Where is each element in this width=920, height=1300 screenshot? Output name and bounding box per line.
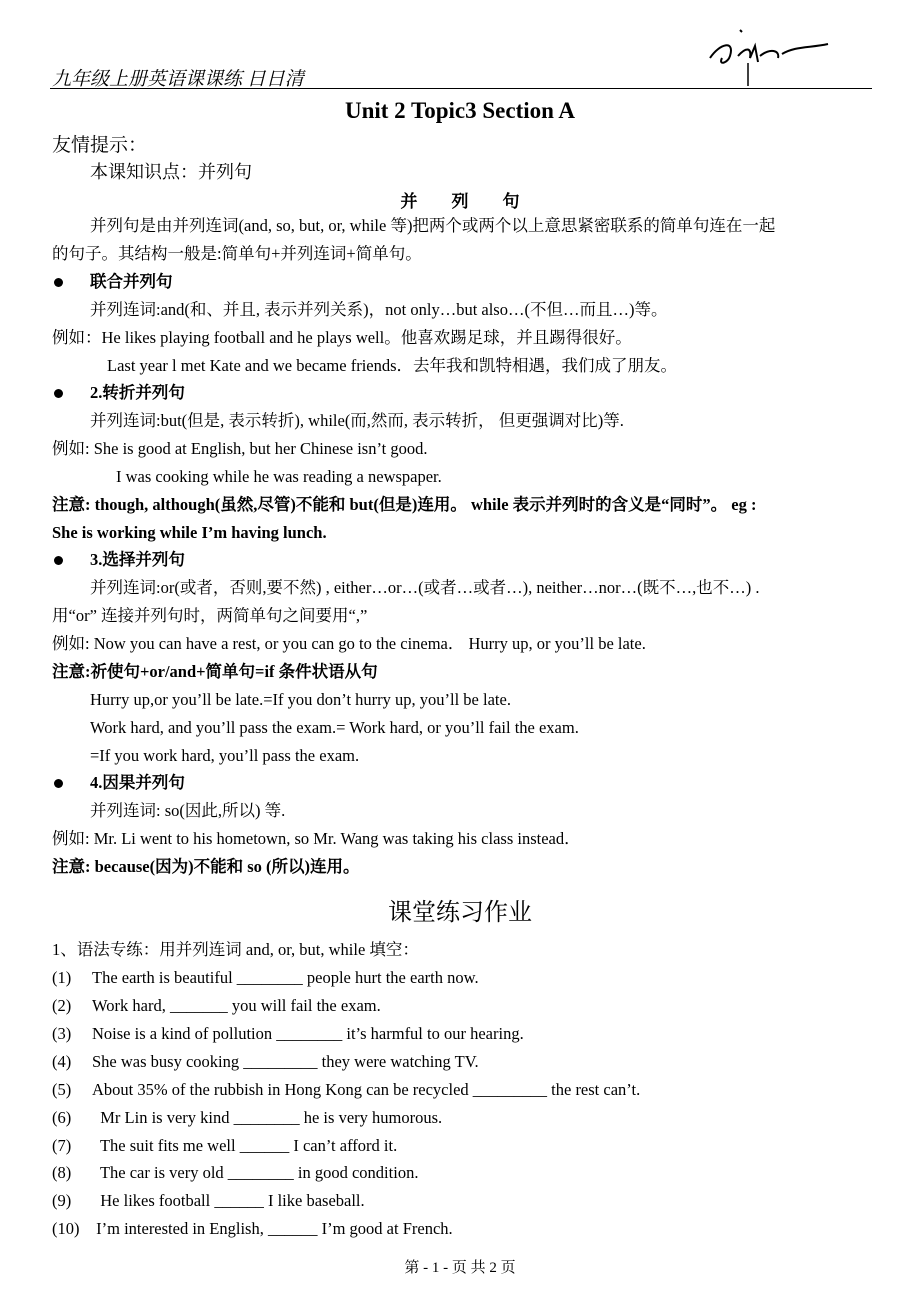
section-2-example-2: I was cooking while he was reading a newspaper.: [116, 467, 442, 486]
section-subtitle: 并 列 句: [400, 192, 520, 211]
exercise-item: (5) About 35% of the rubbish in Hong Kong can be recycled _________ the rest can’t.: [52, 1080, 641, 1099]
bullet-icon: [54, 278, 63, 287]
section-1-heading: 联合并列句: [90, 272, 173, 291]
section-3-conj: 并列连词:or(或者，否则,要不然) , either…or…(或者…或者…), neither…nor…(既不…,也不…) .: [90, 578, 760, 597]
exercise-item: (9) He likes football ______ I like baseball.: [52, 1191, 365, 1210]
section-4-note: 注意: because(因为)不能和 so (所以)连用。: [52, 857, 360, 876]
exercise-item: (2) Work hard, _______ you will fail the exam.: [52, 996, 381, 1015]
section-2-example-1: 例如: She is good at English, but her Chinese isn’t good.: [52, 439, 428, 458]
section-3-heading: 3.选择并列句: [90, 550, 185, 569]
section-1-example-1: 例如：He likes playing football and he plays well。他喜欢踢足球，并且踢得很好。: [52, 328, 632, 347]
intro-line-1: 并列句是由并列连词(and, so, but, or, while 等)把两个或两个以上意思紧密联系的简单句连在一起: [90, 216, 776, 235]
section-3-conj-2: 用“or” 连接并列句时，两简单句之间要用“,”: [52, 606, 368, 625]
section-3-note: 注意:祈使句+or/and+简单句=if 条件状语从句: [52, 662, 378, 681]
bullet-icon: [54, 556, 63, 565]
exercise-item: (8) The car is very old ________ in good condition.: [52, 1163, 419, 1182]
page-title: Unit 2 Topic3 Section A: [344, 98, 576, 123]
exercise-item: (10) I’m interested in English, ______ I’m good at French.: [52, 1219, 453, 1238]
exercise-item: (3) Noise is a kind of pollution ________ it’s harmful to our hearing.: [52, 1024, 524, 1043]
section-4-example-1: 例如: Mr. Li went to his hometown, so Mr. Wang was taking his class instead．: [52, 829, 581, 848]
exercise-item: (4) She was busy cooking _________ they were watching TV.: [52, 1052, 479, 1071]
section-1-conj: 并列连词:and(和、并且, 表示并列关系)，not only…but also…(不但…而且…)等。: [90, 300, 668, 319]
tip-label: 友情提示：: [52, 135, 148, 156]
section-2-note-2: She is working while I’m having lunch.: [52, 523, 327, 542]
exercise-title: 课堂练习作业: [388, 898, 532, 926]
bullet-icon: [54, 779, 63, 788]
bullet-icon: [54, 389, 63, 398]
section-3-line-3: =If you work hard, you’ll pass the exam.: [90, 746, 360, 765]
section-2-heading: 2.转折并列句: [90, 383, 185, 402]
exercise-item: (7) The suit fits me well ______ I can’t afford it.: [52, 1136, 398, 1155]
signature-logo: [700, 18, 840, 88]
page-footer: 第 - 1 - 页 共 2 页: [404, 1260, 516, 1276]
section-2-conj: 并列连词:but(但是, 表示转折), while(而,然而, 表示转折， 但更强调对比)等.: [90, 411, 624, 430]
section-3-line-2: Work hard, and you’ll pass the exam.= Work hard, or you’ll fail the exam.: [90, 718, 579, 737]
exercise-instructions: 1、语法专练：用并列连词 and, or, but, while 填空：: [52, 940, 419, 959]
exercise-item: (1) The earth is beautiful ________ people hurt the earth now.: [52, 968, 479, 987]
intro-line-2: 的句子。其结构一般是:简单句+并列连词+简单句。: [52, 244, 422, 263]
header-title: 九年级上册英语课课练 日日清: [52, 69, 304, 90]
section-4-heading: 4.因果并列句: [90, 773, 185, 792]
section-3-line-1: Hurry up,or you’ll be late.=If you don’t hurry up, you’ll be late.: [90, 690, 511, 709]
section-4-conj: 并列连词: so(因此,所以) 等.: [90, 801, 286, 820]
section-1-example-2: Last year l met Kate and we became friends．去年我和凯特相遇，我们成了朋友。: [107, 356, 678, 375]
header-rule: [50, 88, 872, 89]
knowledge-point: 本课知识点：并列句: [90, 162, 252, 182]
section-3-example-1: 例如: Now you can have a rest, or you can go to the cinema． Hurry up, or you’ll be late.: [52, 634, 646, 653]
section-2-note-1: 注意: though, although(虽然,尽管)不能和 but(但是)连用。 while 表示并列时的含义是“同时”。 eg :: [52, 495, 757, 514]
exercise-item: (6) Mr Lin is very kind ________ he is very humorous.: [52, 1108, 443, 1127]
